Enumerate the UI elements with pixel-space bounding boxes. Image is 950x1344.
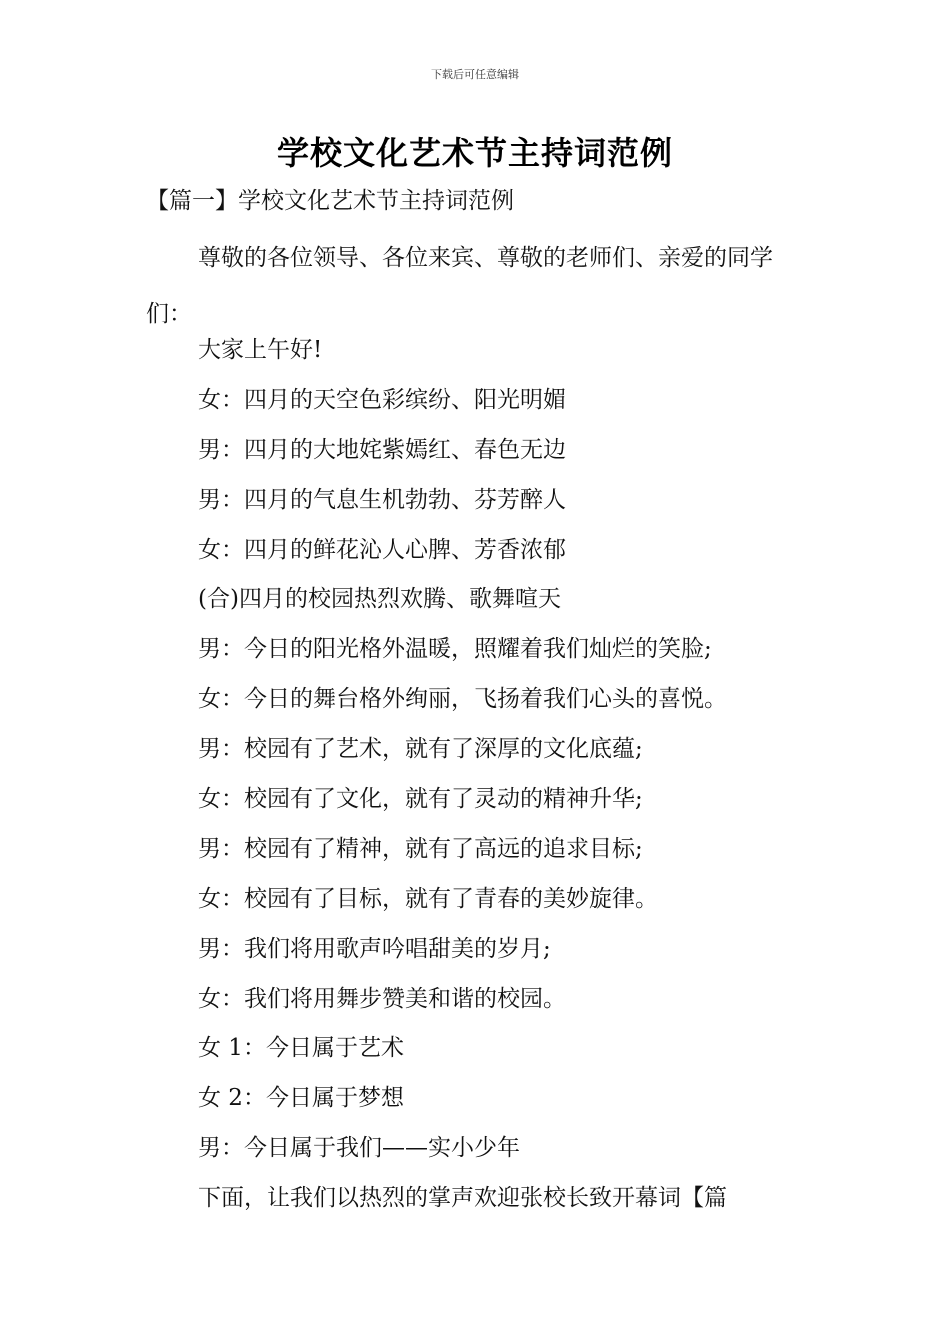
script-line: 女 1：今日属于艺术 — [198, 1035, 404, 1062]
script-line: 女：校园有了文化，就有了灵动的精神升华; — [198, 786, 643, 813]
script-line: 女：我们将用舞步赞美和谐的校园。 — [198, 985, 566, 1012]
script-line: 大家上午好! — [198, 337, 323, 363]
script-line: (合)四月的校园热烈欢腾、歌舞喧天 — [198, 586, 561, 613]
script-line: 女：四月的天空色彩缤纷、阳光明媚 — [198, 386, 566, 413]
script-line: 女：今日的舞台格外绚丽，飞扬着我们心头的喜悦。 — [198, 686, 727, 713]
script-line: 男：校园有了艺术，就有了深厚的文化底蕴; — [198, 736, 643, 763]
script-line: 男：四月的气息生机勃勃、芬芳醉人 — [198, 486, 566, 513]
document-title: 学校文化艺术节主持词范例 — [276, 134, 673, 172]
page-header-note: 下载后可任意编辑 — [431, 68, 519, 81]
script-lines — [146, 326, 808, 1224]
section-heading: 【篇一】学校文化艺术节主持词范例 — [146, 188, 514, 214]
script-line: 男：今日的阳光格外温暖，照耀着我们灿烂的笑脸; — [198, 636, 712, 663]
script-line: 男：今日属于我们——实小少年 — [198, 1135, 520, 1162]
script-line: 女 2：今日属于梦想 — [198, 1085, 404, 1112]
script-line: 女：四月的鲜花沁人心脾、芳香浓郁 — [198, 536, 566, 563]
intro-paragraph: 尊敬的各位领导、各位来宾、尊敬的老师们、亲爱的同学们： — [146, 245, 773, 327]
script-line: 男：我们将用歌声吟唱甜美的岁月; — [198, 935, 551, 962]
script-line: 女：校园有了目标，就有了青春的美妙旋律。 — [198, 885, 658, 912]
script-line: 下面，让我们以热烈的掌声欢迎张校长致开幕词【篇 — [198, 1185, 727, 1212]
script-line: 男：四月的大地姹紫嫣红、春色无边 — [198, 436, 566, 463]
script-line: 男：校园有了精神，就有了高远的追求目标; — [198, 835, 643, 862]
